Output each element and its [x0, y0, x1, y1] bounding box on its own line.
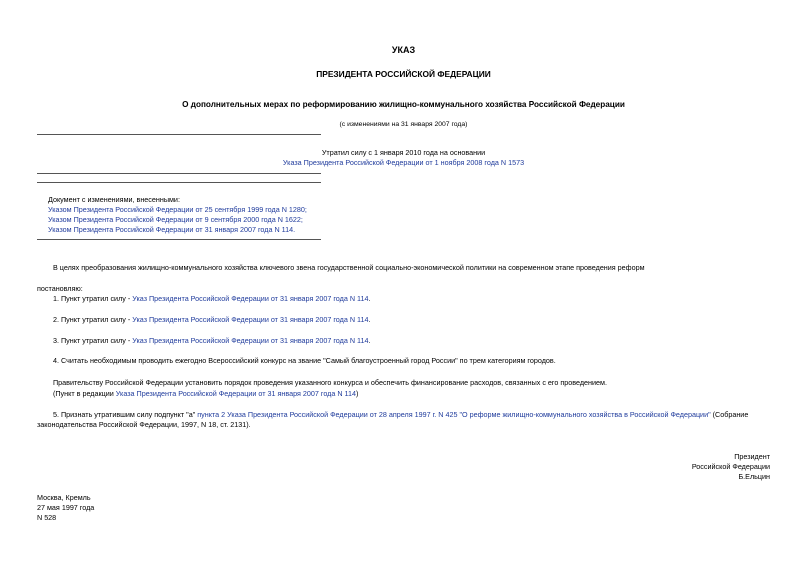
signing-place: Москва, Кремль [37, 493, 91, 502]
divider [37, 182, 321, 183]
item-5 [53, 410, 748, 419]
item-suffix: . [368, 336, 371, 345]
item-link[interactable]: Указ Президента Российской Федерации от 31 января 2007 года N 114 [132, 315, 369, 324]
edition-note [53, 389, 358, 398]
item-suffix: (Собрание [710, 410, 749, 419]
item-5-continuation: законодательства Российской Федерации, 1997, N 18, ст. 2131). [37, 420, 251, 429]
government-paragraph: Правительству Российской Федерации установить порядок проведения указанного конкурса и обеспечить финансирование расходов, связанных с его проведением. [53, 378, 607, 387]
amendment-link[interactable]: Указом Президента Российской Федерации от 25 сентября 1999 года N 1280; [48, 205, 307, 214]
status-text: Утратил силу с 1 января 2010 года на основании [321, 148, 486, 157]
item-suffix: . [368, 294, 371, 303]
amendment-link[interactable]: Указом Президента Российской Федерации от 31 января 2007 года N 114. [48, 225, 296, 234]
item-text: 3. Пункт утратил силу - [53, 336, 133, 345]
item-link[interactable]: Указ Президента Российской Федерации от 31 января 2007 года N 114 [132, 294, 369, 303]
edition-suffix: ) [356, 389, 359, 398]
decree-word: постановляю: [37, 284, 83, 293]
issuer: ПРЕЗИДЕНТА РОССИЙСКОЙ ФЕДЕРАЦИИ [316, 69, 491, 79]
item-2 [53, 315, 370, 324]
item-text: 1. Пункт утратил силу - [53, 294, 133, 303]
signature-name: Б.Ельцин [738, 472, 770, 481]
amendments-intro: Документ с изменениями, внесенными: [48, 195, 180, 204]
item-link[interactable]: пункта 2 Указа Президента Российской Федерации от 28 апреля 1997 г. N 425 "О реформе жилищно-коммунального хозяйства в Российской Федерации" [197, 410, 711, 419]
item-text: 5. Признать утратившим силу подпункт "а" [53, 410, 198, 419]
document-type: УКАЗ [391, 45, 416, 55]
divider [37, 173, 321, 174]
edition-link[interactable]: Указа Президента Российской Федерации от 31 января 2007 года N 114 [115, 389, 357, 398]
amendment-link[interactable]: Указом Президента Российской Федерации от 9 сентября 2000 года N 1622; [48, 215, 303, 224]
item-4: 4. Считать необходимым проводить ежегодно Всероссийский конкурс на звание "Самый благоустроенный город России" по трем категориям городов. [53, 356, 556, 365]
page-title: О дополнительных мерах по реформированию жилищно-коммунального хозяйства Российской Федерации [182, 100, 625, 109]
item-link[interactable]: Указ Президента Российской Федерации от 31 января 2007 года N 114 [132, 336, 369, 345]
signature-org: Российской Федерации [691, 462, 770, 471]
divider [37, 239, 321, 240]
divider [37, 134, 321, 135]
item-1 [53, 294, 370, 303]
repeal-link[interactable]: Указа Президента Российской Федерации от 1 ноября 2008 года N 1573 [282, 158, 525, 167]
signature-title: Президент [734, 452, 770, 461]
edition-prefix: (Пункт в редакции [53, 389, 116, 398]
changes-note: (с изменениями на 31 января 2007 года) [339, 121, 468, 128]
signing-date: 27 мая 1997 года [37, 503, 95, 512]
preamble: В целях преобразования жилищно-коммунального хозяйства ключевого звена государственной социально-экономической политики на современном этапе проведения реформ [53, 263, 645, 272]
item-text: 2. Пункт утратил силу - [53, 315, 133, 324]
document-number: N 528 [37, 513, 57, 522]
item-suffix: . [368, 315, 371, 324]
item-3 [53, 336, 370, 345]
